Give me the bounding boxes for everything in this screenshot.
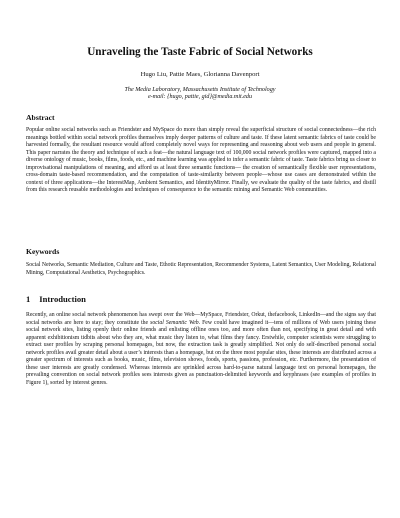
abstract-heading: Abstract [26,113,55,122]
author-list: Hugo Liu, Pattie Maes, Glorianna Davenport [140,71,260,78]
introduction-heading [26,294,86,304]
section-title: Introduction [39,294,86,304]
keywords-text: Social Networks, Semantic Mediation, Culture and Taste, Ethotic Representation, Recommender Systems, Latent Semantics, User Modeling, Relational Mining, Computational Aesthetics, Psychographics. [26,262,376,276]
section-number: 1 [26,294,31,304]
intro-emphasis: social Semantic Web [150,319,199,326]
abstract-text: Popular online social networks such as Friendster and MySpace do more than simply reveal the superficial structure of social connectedness—the rich meanings bottled within social network profiles themselves imply deeper patterns of culture and taste. If these latent semantic fabrics of taste could be harvested formally, the resultant resource would afford completely novel ways for representing and reasoning about web users and people in general. This paper narrates the theory and technique of such a feat—the natural language text of 100,000 social network profiles were captured, mapped into a diverse ontology of music, books, films, foods, etc., and machine learning was applied to infer a semantic fabric of taste. Taste fabrics bring us closer to improvisational manipulations of meaning, and afford us at least three semantic functions— the creation of semantically flexible user representations, cross-domain taste-based recommendation, and the computation of taste-similarity between people—whose use cases are demonstrated within the context of three applications—the InterestMap, Ambient Semantics, and IdentityMirror. Finally, we evaluate the quality of the taste fabrics, and distill from this research reusable methodologies and techniques of consequence to the semantic mining and Semantic Web communities. [26,127,376,194]
intro-text-before: Recently, an online social network phenomenon has swept over the Web—MySpace, Friendster, Orkut, thefacebook, LinkedIn—and the signs say that social networks are here to stay; they constitute the [26,312,376,326]
introduction-text [26,312,376,387]
keywords-heading: Keywords [26,247,60,256]
affiliation-block [0,87,400,102]
author-email: e-mail: {hugo, pattie, gid}@media.mit.edu [147,94,253,101]
intro-text-after: . Few could have imagined it—tens of millions of Web users joining these social network sites, listing openly their online friends and enlisting offline ones too, and more often than not, specifying in great detail and with apparent exhibitionism tidbits about who they are, what music they listen to, what films they fancy. Erstwhile, computer scientists were struggling to extract user profiles by scraping personal homepages, but now, the extraction task is greatly simplified. Not only do self-described personal social network profiles avail greater detail about a user’s interests than a homepage, but on the three most popular sites, these interests are distributed across a greater spectrum of interests such as books, music, films, television shows, foods, sports, passions, profession, etc. Furthermore, the presentation of these user interests are greatly condensed. Whereas interests are sprinkled across hard-to-parse natural language text on personal homepages, the prevailing convention on social network profiles sees interests given as punctuation-delimited keywords and keyphrases (see examples of profiles in Figure 1), sorted by interest genres. [26,319,376,386]
paper-title: Unraveling the Taste Fabric of Social Networks [87,46,313,58]
affiliation-line: The Media Laboratory, Massachusetts Institute of Technology [124,87,276,93]
